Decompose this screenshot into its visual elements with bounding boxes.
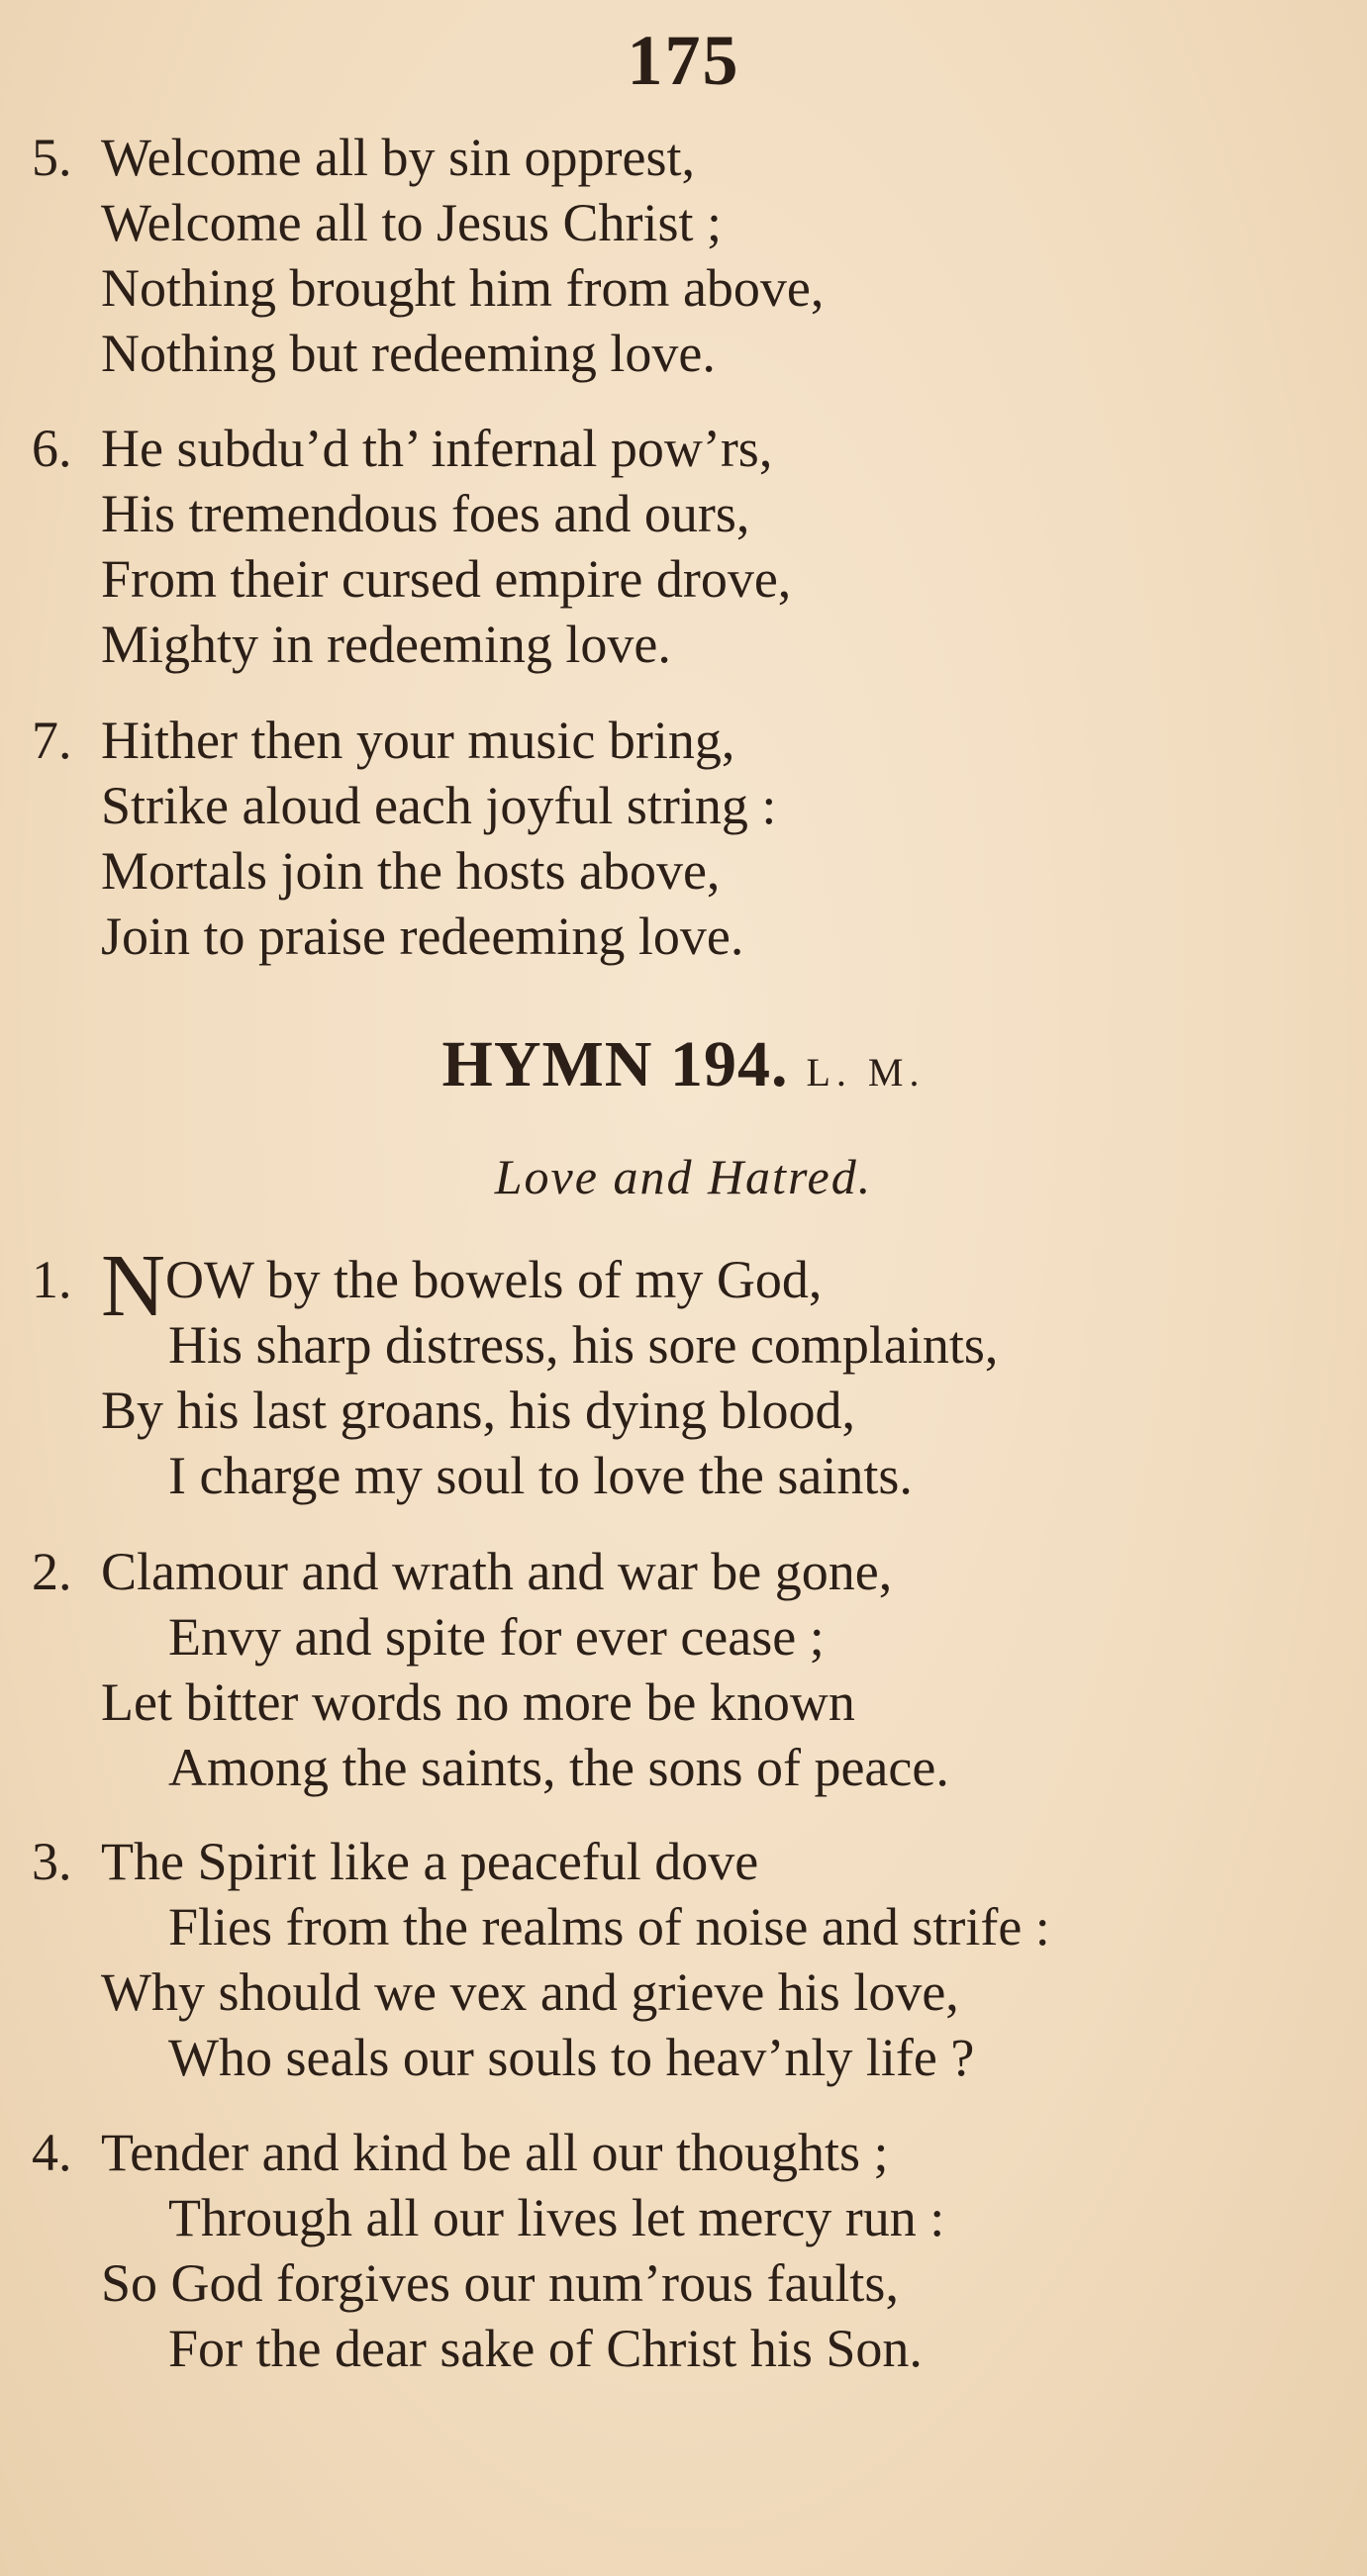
verse-line: So God forgives our num’rous faults, xyxy=(101,2253,899,2313)
verse-line: Join to praise redeeming love. xyxy=(101,906,744,966)
verse-line: 1. NOW by the bowels of my God, xyxy=(32,1237,823,1335)
verse-line: Envy and spite for ever cease ; xyxy=(168,1607,825,1667)
verse-line: 7. Hither then your music bring, xyxy=(32,708,776,773)
verse-line: Among the saints, the sons of peace. xyxy=(168,1738,949,1797)
hymn-number: HYMN 194. xyxy=(441,1028,789,1100)
verse-line: Through all our lives let mercy run : xyxy=(168,2188,945,2247)
verse-line: I charge my soul to love the saints. xyxy=(168,1446,913,1505)
verse-line: 2. Clamour and wrath and war be gone, xyxy=(32,1539,949,1604)
hymn-verse-3 xyxy=(32,1829,1050,2090)
verse-line: By his last groans, his dying blood, xyxy=(101,1381,856,1440)
verse-line: 6. He subdu’d th’ infernal pow’rs, xyxy=(32,416,791,481)
verse-line: Let bitter words no more be known xyxy=(101,1672,855,1732)
verse-line: 4. Tender and kind be all our thoughts ; xyxy=(32,2120,944,2185)
hymn-meter: L. M. xyxy=(806,1050,926,1095)
hymn-verse-1 xyxy=(32,1237,999,1508)
hymn-title xyxy=(0,1027,1367,1102)
verse-line: For the dear sake of Christ his Son. xyxy=(168,2319,923,2378)
hymn-verse-4 xyxy=(32,2120,944,2381)
verse-line: Who seals our souls to heav’nly life ? xyxy=(168,2028,975,2087)
verse-number: 1. xyxy=(32,1250,72,1309)
verse-number: 7. xyxy=(32,711,72,770)
verse-line: Nothing brought him from above, xyxy=(101,258,825,318)
verse-line: Mortals join the hosts above, xyxy=(101,841,721,901)
verse-line: Mighty in redeeming love. xyxy=(101,615,671,674)
verse-line: From their cursed empire drove, xyxy=(101,549,792,609)
verse-line: Why should we vex and grieve his love, xyxy=(101,1962,959,2022)
verse-number: 4. xyxy=(32,2123,72,2182)
verse-line: Welcome all to Jesus Christ ; xyxy=(101,193,723,252)
drop-cap: N xyxy=(101,1237,165,1335)
page-number: 175 xyxy=(627,21,740,100)
verse-line: His sharp distress, his sore complaints, xyxy=(168,1315,999,1375)
verse-7 xyxy=(32,708,776,969)
verse-number: 2. xyxy=(32,1542,72,1601)
verse-line: His tremendous foes and ours, xyxy=(101,484,750,543)
verse-number: 6. xyxy=(32,419,72,478)
verse-number: 3. xyxy=(32,1832,72,1891)
verse-line: 5. Welcome all by sin opprest, xyxy=(32,125,824,190)
hymn-subtitle: Love and Hatred. xyxy=(494,1149,873,1204)
verse-line: Flies from the realms of noise and strife : xyxy=(168,1897,1050,1956)
verse-line: 3. The Spirit like a peaceful dove xyxy=(32,1829,1050,1894)
verse-line: Nothing but redeeming love. xyxy=(101,324,716,383)
verse-line: Strike aloud each joyful string : xyxy=(101,776,777,835)
verse-6 xyxy=(32,416,791,677)
hymn-verse-2 xyxy=(32,1539,949,1800)
verse-number: 5. xyxy=(32,128,72,187)
verse-5 xyxy=(32,125,824,386)
